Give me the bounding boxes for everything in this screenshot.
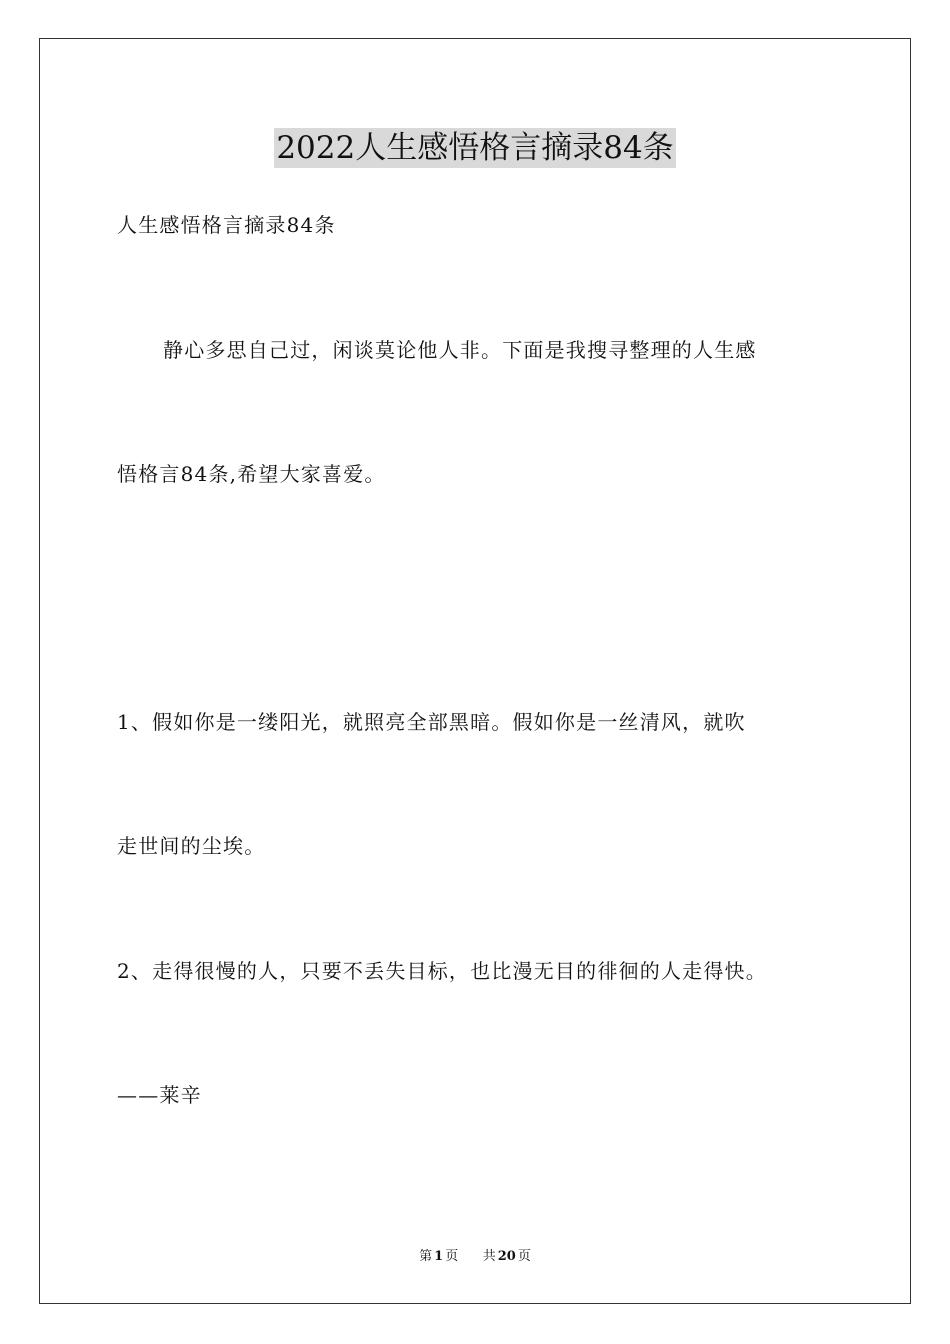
page-footer bbox=[0, 1248, 950, 1266]
title-container bbox=[0, 128, 950, 168]
item-2-line-1: 2、走得很慢的人，只要不丢失目标，也比漫无目的徘徊的人走得快。 bbox=[117, 959, 767, 983]
total-prefix: 共 bbox=[482, 1249, 496, 1264]
item-2-attribution: ——莱辛 bbox=[117, 1083, 202, 1107]
item-1-line-2: 走世间的尘埃。 bbox=[117, 834, 266, 858]
page-number: 1 bbox=[434, 1249, 444, 1264]
intro-paragraph-line-2: 悟格言84条,希望大家喜爱。 bbox=[117, 462, 386, 486]
intro-paragraph-line-1: 静心多思自己过，闲谈莫论他人非。下面是我搜寻整理的人生感 bbox=[163, 338, 757, 362]
document-title: 2022人生感悟格言摘录84条 bbox=[276, 130, 674, 166]
page-suffix: 页 bbox=[445, 1249, 459, 1264]
page-number-label bbox=[417, 1249, 460, 1264]
page-prefix: 第 bbox=[419, 1249, 433, 1264]
total-pages-label bbox=[481, 1249, 533, 1264]
subtitle: 人生感悟格言摘录84条 bbox=[117, 213, 336, 237]
total-suffix: 页 bbox=[517, 1249, 531, 1264]
total-pages: 20 bbox=[497, 1249, 516, 1264]
item-1-line-1: 1、假如你是一缕阳光，就照亮全部黑暗。假如你是一丝清风，就吹 bbox=[117, 710, 746, 734]
